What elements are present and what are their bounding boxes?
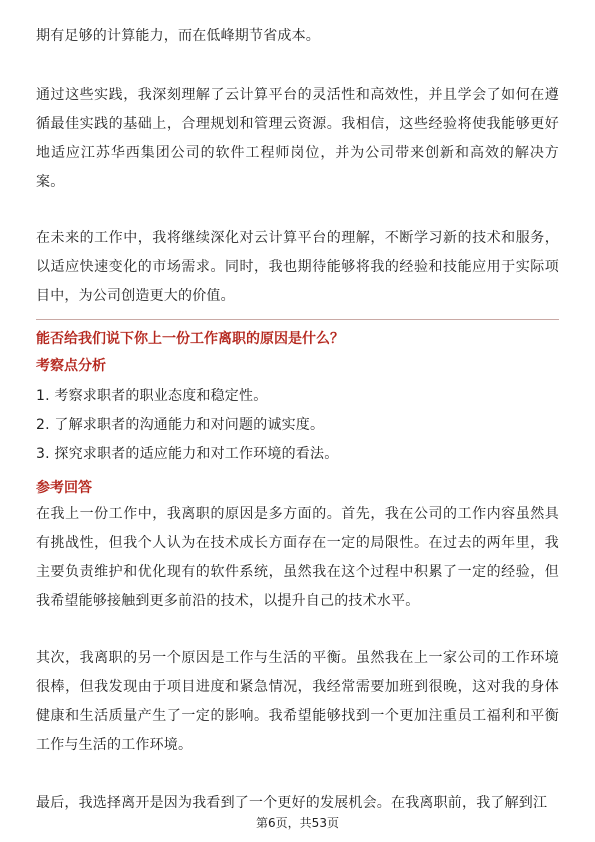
question-heading: 能否给我们说下你上一份工作离职的原因是什么？ (36, 331, 344, 347)
analysis-list (36, 382, 338, 469)
intro-fragment: 期有足够的计算能力，而在低峰期节省成本。 (36, 28, 320, 44)
list-item: 3. 探究求职者的适应能力和对工作环境的看法。 (36, 446, 339, 462)
list-item: 2. 了解求职者的沟通能力和对问题的诚实度。 (36, 417, 325, 433)
answer-paragraph: 最后，我选择离开是因为我看到了一个更好的发展机会。在我离职前，我了解到江 (36, 795, 548, 811)
paragraph-future-work: 在未来的工作中，我将继续深化对云计算平台的理解，不断学习新的技术和服务，以适应快速变化的市场需求。同时，我也期待能够将我的经验和技能应用于实际项目中，为公司创造更大的价值。 (36, 230, 559, 304)
answer-paragraph: 其次，我离职的另一个原因是工作与生活的平衡。虽然我在上一家公司的工作环境很棒，但我发现由于项目进度和紧急情况，我经常需要加班到很晚，这对我的身体健康和生活质量产生了一定的影响。我希望能够找到一个更加注重员工福利和平衡工作与生活的工作环境。 (36, 650, 559, 753)
page-number: 第6页，共53页 (0, 815, 595, 831)
answer-heading: 参考回答 (36, 480, 92, 496)
list-item: 1. 考察求职者的职业态度和稳定性。 (36, 388, 268, 404)
section-divider (36, 319, 559, 320)
analysis-heading: 考察点分析 (36, 358, 106, 374)
paragraph-cloud-practice: 通过这些实践，我深刻理解了云计算平台的灵活性和高效性，并且学会了如何在遵循最佳实践的基础上，合理规划和管理云资源。我相信，这些经验将使我能够更好地适应江苏华西集团公司的软件工程师岗位，并为公司带来创新和高效的解决方案。 (36, 87, 559, 190)
answer-paragraph: 在我上一份工作中，我离职的原因是多方面的。首先，我在公司的工作内容虽然具有挑战性，但我个人认为在技术成长方面存在一定的局限性。在过去的两年里，我主要负责维护和优化现有的软件系统，虽然我在这个过程中积累了一定的经验，但我希望能够接触到更多前沿的技术，以提升自己的技术水平。 (36, 506, 559, 609)
